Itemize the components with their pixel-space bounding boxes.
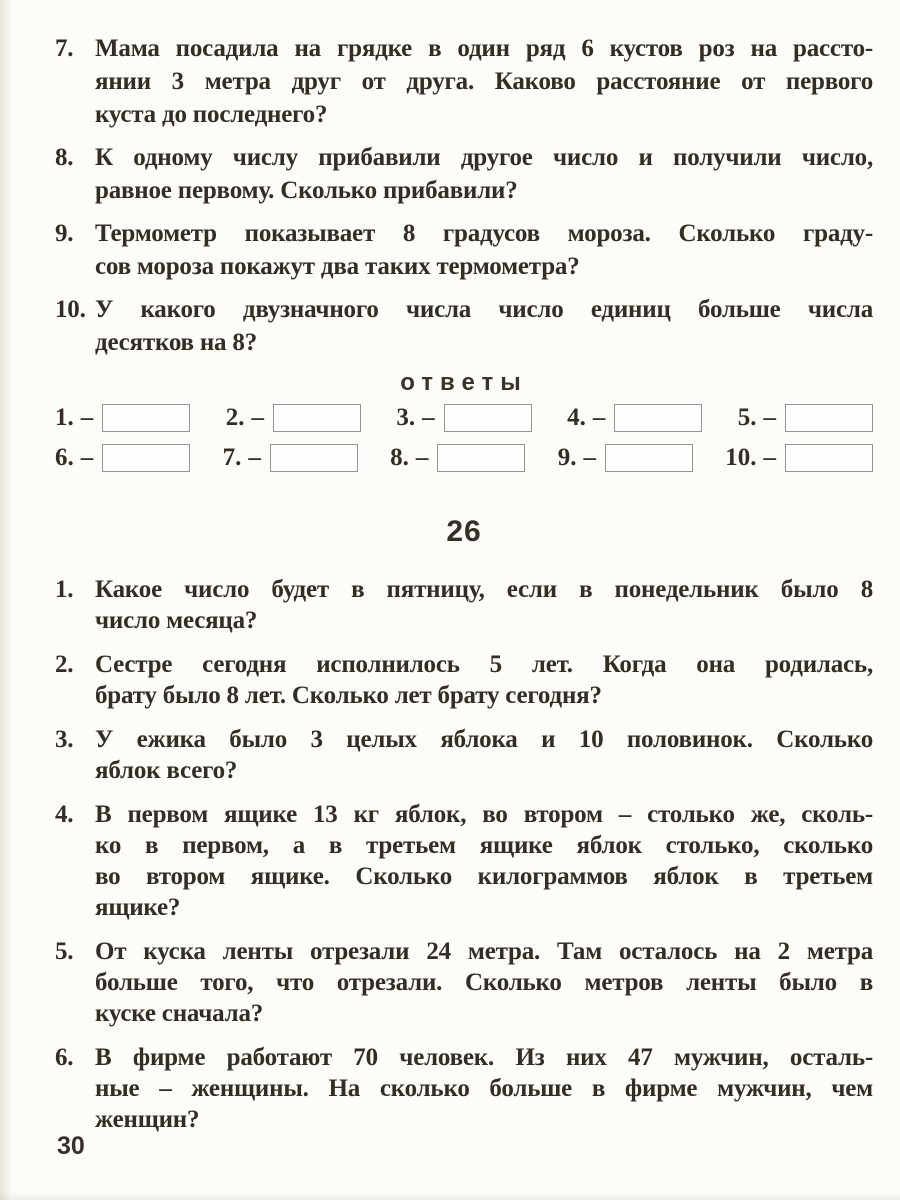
answer-slot-3 bbox=[396, 404, 531, 432]
answer-slot-5 bbox=[738, 404, 873, 432]
question-number: 4. bbox=[55, 801, 74, 828]
answer-dash: – bbox=[80, 403, 94, 431]
answer-slot-4 bbox=[567, 404, 702, 432]
answer-slot-10 bbox=[725, 444, 873, 472]
answer-slot-7 bbox=[223, 444, 358, 472]
answer-box bbox=[102, 404, 190, 432]
question-number: 7. bbox=[55, 35, 74, 62]
answer-box bbox=[444, 404, 532, 432]
question-item-6 bbox=[55, 1042, 873, 1135]
answer-slot-number: 6. bbox=[55, 443, 74, 471]
question-item-2 bbox=[55, 649, 873, 711]
answer-dash: – bbox=[583, 443, 596, 471]
question-item-3 bbox=[55, 724, 873, 786]
answer-dash: – bbox=[763, 443, 776, 471]
question-item-1 bbox=[55, 574, 873, 636]
question-item-10 bbox=[55, 293, 873, 359]
answer-slot-number: 8. bbox=[390, 443, 409, 471]
page-number: 30 bbox=[57, 1132, 85, 1160]
answer-box bbox=[437, 444, 525, 472]
question-item-4 bbox=[55, 799, 873, 923]
question-item-5 bbox=[55, 936, 873, 1029]
answer-slot-6 bbox=[55, 444, 190, 472]
answer-slot-1 bbox=[55, 404, 190, 432]
answer-slot-2 bbox=[226, 404, 361, 432]
answer-slot-number: 7. bbox=[222, 443, 242, 471]
answer-box bbox=[102, 444, 190, 472]
question-number: 10. bbox=[55, 296, 86, 323]
answer-dash: – bbox=[415, 443, 429, 471]
page-edge-shadow bbox=[0, 0, 12, 1200]
answer-slot-number: 1. bbox=[55, 403, 74, 431]
answer-dash: – bbox=[80, 443, 94, 471]
answers-row-1 bbox=[55, 403, 873, 432]
questions-7-10-block bbox=[55, 0, 873, 359]
question-number: 8. bbox=[55, 144, 74, 171]
questions-1-6-block bbox=[55, 574, 873, 1135]
answer-dash: – bbox=[248, 443, 261, 471]
page-content bbox=[55, 0, 873, 1148]
answer-slot-9 bbox=[558, 444, 693, 472]
question-number: 3. bbox=[55, 726, 74, 753]
answer-slot-number: 3. bbox=[396, 403, 416, 431]
answer-slot-number: 9. bbox=[557, 443, 577, 471]
answers-heading: ответы bbox=[400, 369, 528, 396]
answer-slot-number: 10. bbox=[725, 443, 757, 471]
question-text: Мама посадила на грядке в один ряд 6 кустов роз на рассто- янии 3 метра друг от друга. Каково расстояние от первого куста до последнего? bbox=[95, 35, 873, 128]
question-text: К одному числу прибавили другое число и получили число, равное первому. Сколько прибавили? bbox=[95, 144, 873, 204]
question-text: Термометр показывает 8 градусов мороза. Сколько граду- сов мороза покажут два таких термометра? bbox=[95, 220, 873, 280]
question-text: В фирме работают 70 человек. Из них 47 мужчин, осталь- ные – женщины. На сколько больше в фирме мужчин, чем женщин? bbox=[95, 1044, 873, 1133]
answer-box bbox=[785, 444, 873, 472]
answers-row-2 bbox=[55, 443, 873, 472]
answer-box bbox=[270, 444, 358, 472]
question-number: 9. bbox=[55, 220, 74, 247]
section-heading: 26 bbox=[446, 515, 482, 548]
question-text: От куска ленты отрезали 24 метра. Там осталось на 2 метра больше того, что отрезали. Сколько метров ленты было в куске сначала? bbox=[95, 938, 873, 1027]
answer-dash: – bbox=[422, 403, 435, 431]
question-number: 6. bbox=[55, 1044, 74, 1071]
answer-slot-number: 5. bbox=[737, 403, 757, 431]
question-item-7 bbox=[55, 32, 873, 131]
question-text: В первом ящике 13 кг яблок, во втором – столько же, сколь- ко в первом, а в третьем ящике яблок столько, сколько во втором ящике. Сколько килограммов яблок в третьем ящике? bbox=[95, 801, 873, 921]
question-text: У какого двузначного числа число единиц больше числа десятков на 8? bbox=[95, 296, 873, 356]
answer-slot-number: 4. bbox=[567, 403, 586, 431]
answer-slot-8 bbox=[390, 444, 525, 472]
answer-dash: – bbox=[763, 403, 776, 431]
answer-box bbox=[605, 444, 693, 472]
question-text: Сестре сегодня исполнилось 5 лет. Когда она родилась, брату было 8 лет. Сколько лет брату сегодня? bbox=[95, 651, 873, 709]
answer-box bbox=[273, 404, 361, 432]
question-text: У ежика было 3 целых яблока и 10 половинок. Сколько яблок всего? bbox=[95, 726, 873, 784]
question-text: Какое число будет в пятницу, если в понедельник было 8 число месяца? bbox=[95, 576, 873, 634]
answer-box bbox=[614, 404, 702, 432]
answer-dash: – bbox=[592, 403, 606, 431]
question-item-9 bbox=[55, 217, 873, 283]
page-bottom-shadow bbox=[0, 1192, 900, 1200]
answer-dash: – bbox=[251, 403, 264, 431]
question-number: 5. bbox=[55, 938, 74, 965]
answer-slot-number: 2. bbox=[225, 403, 245, 431]
answer-box bbox=[785, 404, 873, 432]
question-item-8 bbox=[55, 141, 873, 207]
question-number: 1. bbox=[55, 576, 74, 603]
question-number: 2. bbox=[55, 651, 74, 678]
